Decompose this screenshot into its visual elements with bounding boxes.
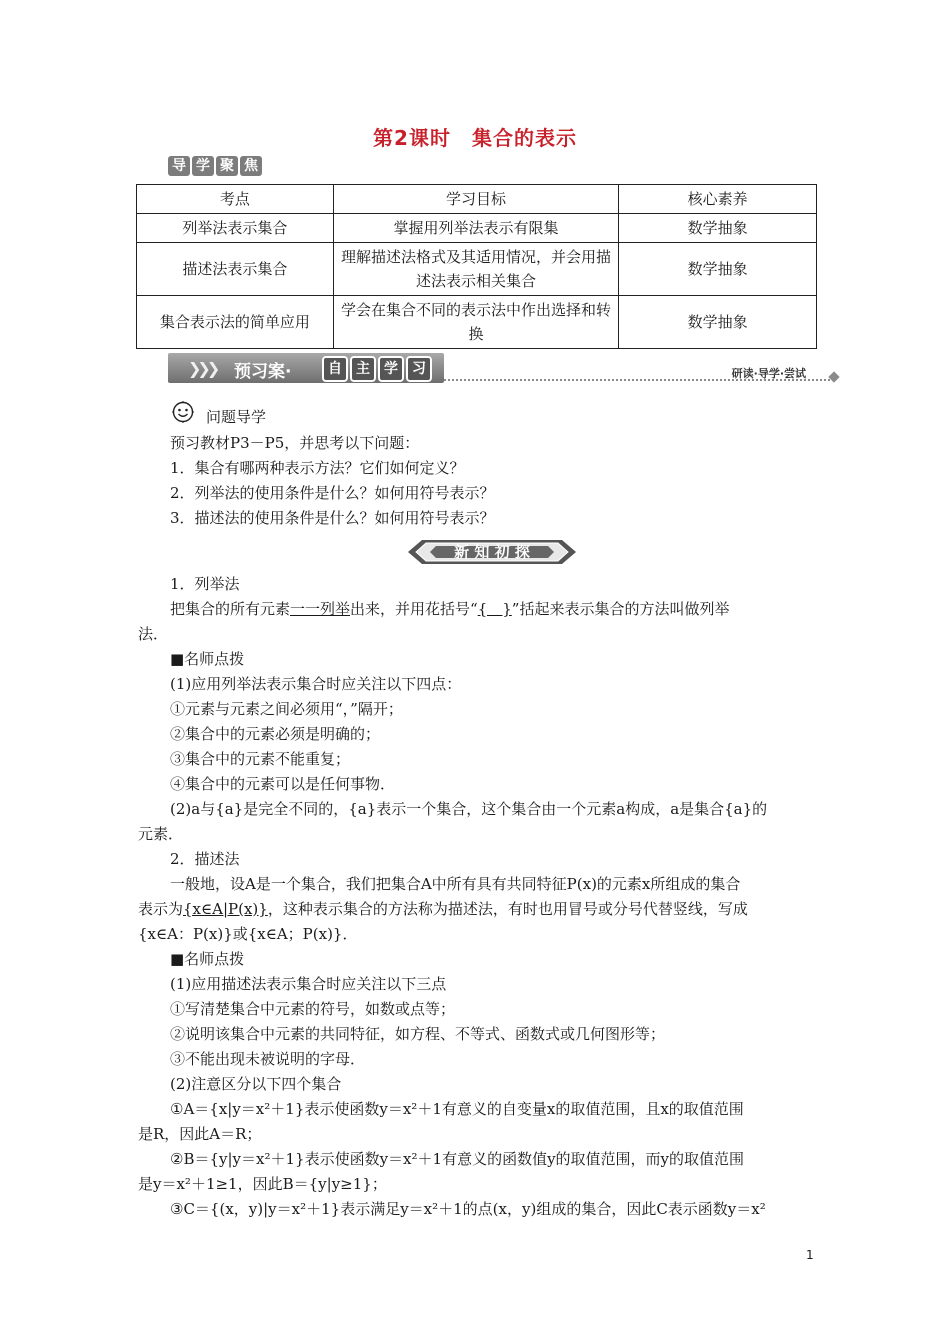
guide-label-char: 焦 — [240, 156, 262, 176]
text-run: 把集合的所有元素 — [170, 600, 291, 618]
tip-item: 是R，因此A＝R； — [138, 1125, 262, 1143]
table-cell: 数学抽象 — [619, 243, 817, 296]
table-row — [137, 243, 817, 296]
tip-line: (2)注意区分以下四个集合 — [170, 1075, 342, 1093]
tip-line: (1)应用描述法表示集合时应关注以下三点 — [170, 975, 447, 993]
paragraph-line: 一般地，设A是一个集合，我们把集合A中所有具有共同特征P(x)的元素x所组成的集合 — [170, 875, 741, 893]
guide-label — [168, 156, 262, 176]
guide-label-char: 导 — [168, 156, 190, 176]
paragraph-line: 法． — [138, 625, 169, 643]
guide-label-char: 学 — [192, 156, 214, 176]
underlined-term: {x∈A|P(x)} — [183, 900, 268, 918]
objectives-table — [136, 184, 817, 349]
section-bar-label: 预习案· — [234, 362, 292, 382]
table-cell: 列举法表示集合 — [137, 214, 334, 243]
table-header-row — [137, 185, 817, 214]
section-title: 1．列举法 — [170, 575, 240, 593]
preview-intro: 预习教材P3－P5，并思考以下问题： — [170, 434, 420, 452]
tip-item: ①A＝{x|y＝x²＋1}表示使函数y＝x²＋1有意义的自变量x的取值范围，且x的取值范围 — [170, 1100, 744, 1118]
section-bar-subtitle: 研读·导学·尝试 — [731, 367, 806, 380]
table-row — [137, 296, 817, 349]
section-bar-box: 学 — [378, 356, 404, 382]
ribbon-label: 新 知 初 探 — [454, 543, 530, 561]
page-title: 第2课时 集合的表示 — [373, 126, 577, 150]
table-cell: 描述法表示集合 — [137, 243, 334, 296]
table-cell: 理解描述法格式及其适用情况，并会用描述法表示相关集合 — [333, 243, 619, 296]
tip-item: ④集合中的元素可以是任何事物． — [170, 775, 396, 793]
table-cell: 掌握用列举法表示有限集 — [333, 214, 619, 243]
table-row — [137, 214, 817, 243]
table-cell: 集合表示法的简单应用 — [137, 296, 334, 349]
text-run: 表示为 — [138, 900, 184, 918]
paragraph-line — [138, 898, 748, 919]
smiley-icon — [172, 401, 194, 423]
tip-item: ②B＝{y|y＝x²＋1}表示使函数y＝x²＋1有意义的函数值y的取值范围，而y的取值范围 — [170, 1150, 745, 1168]
section-bar-box: 主 — [350, 356, 376, 382]
table-header: 核心素养 — [619, 185, 817, 214]
preview-question: 3．描述法的使用条件是什么？如何用符号表示？ — [170, 509, 495, 527]
preview-heading: 问题导学 — [206, 408, 267, 426]
table-header: 学习目标 — [333, 185, 619, 214]
paragraph-line: {x∈A：P(x)}或{x∈A；P(x)}． — [138, 925, 358, 943]
guide-label-char: 聚 — [216, 156, 238, 176]
table-cell: 学会在集合不同的表示法中作出选择和转换 — [333, 296, 619, 349]
tip-label: ■名师点拨 — [170, 650, 245, 668]
tip-line: (1)应用列举法表示集合时应关注以下四点： — [170, 675, 462, 693]
text-run: ，这种表示集合的方法称为描述法，有时也用冒号或分号代替竖线，写成 — [267, 900, 748, 918]
section-bar — [168, 353, 840, 383]
tip-item: ②集合中的元素必须是明确的； — [170, 725, 381, 743]
underlined-term: 一一列举 — [290, 600, 351, 618]
text-run: 出来，并用花括号“ — [350, 600, 478, 618]
section-bar-boxes — [322, 356, 432, 382]
section-title: 2．描述法 — [170, 850, 240, 868]
table-cell: 数学抽象 — [619, 296, 817, 349]
tip-item: ①写清楚集合中元素的符号，如数或点等； — [170, 1000, 456, 1018]
tip-item: 是y＝x²＋1≥1，因此B＝{y|y≥1}； — [138, 1175, 387, 1193]
tip-item: ③C＝{(x，y)|y＝x²＋1}表示满足y＝x²＋1的点(x，y)组成的集合，因此C表示函数y＝x² — [170, 1200, 766, 1218]
tip-item: ②说明该集合中元素的共同特征，如方程、不等式、函数式或几何图形等； — [170, 1025, 666, 1043]
underlined-term: { } — [477, 600, 512, 618]
section-bar-box: 自 — [322, 356, 348, 382]
tip-line: 元素． — [138, 825, 184, 843]
chevron-right-icon: ❯❯❯ — [188, 359, 217, 378]
page-number: 1 — [806, 1248, 814, 1262]
section-bar-box: 习 — [406, 356, 432, 382]
table-header: 考点 — [137, 185, 334, 214]
tip-item: ③不能出现未被说明的字母． — [170, 1050, 366, 1068]
preview-question: 2．列举法的使用条件是什么？如何用符号表示？ — [170, 484, 495, 502]
tip-line: (2)a与{a}是完全不同的，{a}表示一个集合，这个集合由一个元素a构成，a是集合{a}的 — [170, 800, 768, 818]
tip-item: ③集合中的元素不能重复； — [170, 750, 351, 768]
preview-question: 1．集合有哪两种表示方法？它们如何定义？ — [170, 459, 465, 477]
table-cell: 数学抽象 — [619, 214, 817, 243]
text-run: ”括起来表示集合的方法叫做列举 — [511, 600, 730, 618]
tip-label: ■名师点拨 — [170, 950, 245, 968]
tip-item: ①元素与元素之间必须用“，”隔开； — [170, 700, 403, 718]
paragraph-line — [170, 598, 729, 619]
